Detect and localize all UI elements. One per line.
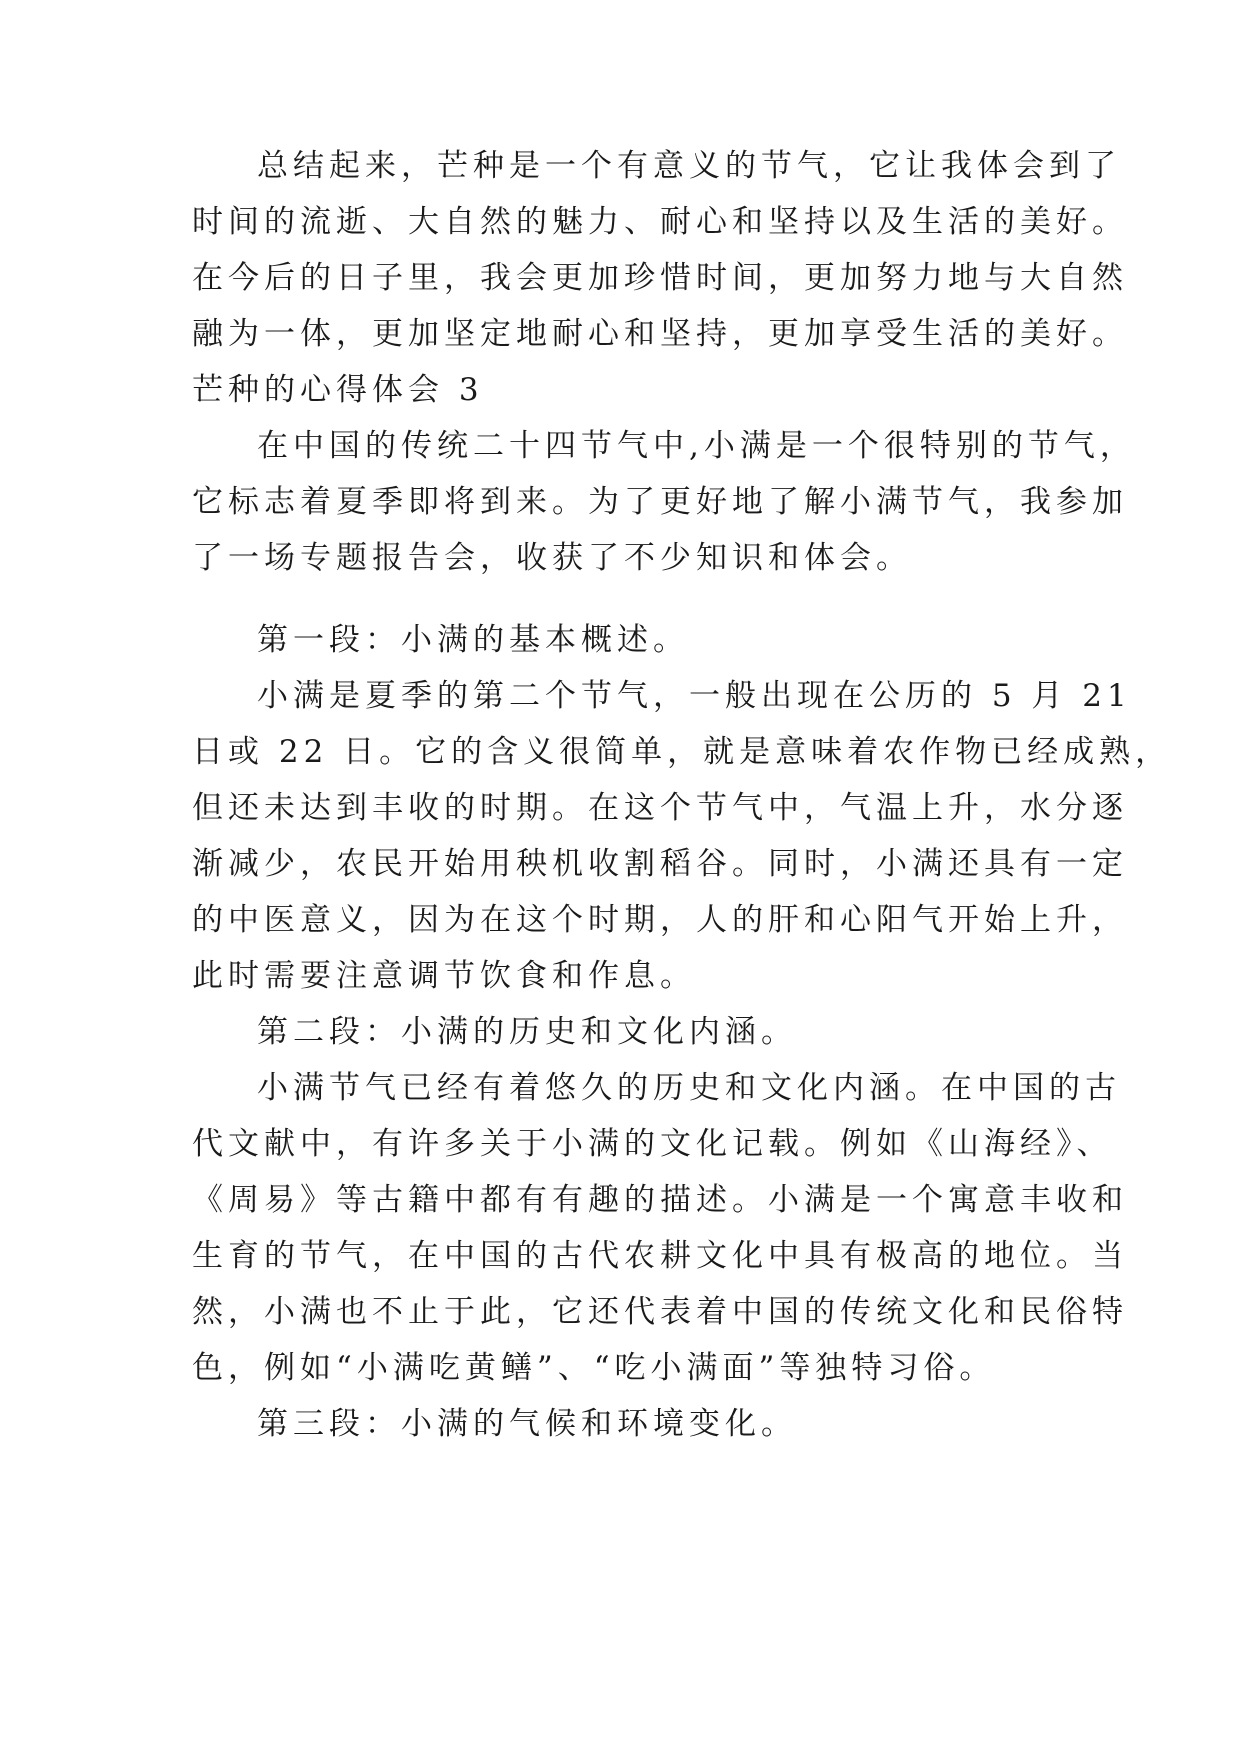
- text-line: 日或 22 日。它的含义很简单，就是意味着农作物已经成熟，: [192, 734, 1172, 770]
- text-line: 的中医意义，因为在这个时期，人的肝和心阳气开始上升，: [192, 902, 1128, 938]
- text-line: 然，小满也不止于此，它还代表着中国的传统文化和民俗特: [192, 1294, 1128, 1330]
- text-line: 色，例如“小满吃黄鳝”、“吃小满面”等独特习俗。: [192, 1350, 996, 1386]
- text-line: 时间的流逝、大自然的魅力、耐心和坚持以及生活的美好。: [192, 204, 1128, 240]
- text-line: 此时需要注意调节饮食和作息。: [192, 958, 696, 994]
- text-line: 融为一体，更加坚定地耐心和坚持，更加享受生活的美好。: [192, 316, 1128, 352]
- text-line: 但还未达到丰收的时期。在这个节气中，气温上升，水分逐: [192, 790, 1128, 826]
- paragraph-block-top: [192, 138, 1136, 586]
- text-line: 第二段：小满的历史和文化内涵。: [257, 1014, 797, 1050]
- text-line: 总结起来，芒种是一个有意义的节气，它让我体会到了: [257, 148, 1121, 184]
- text-line: 了一场专题报告会，收获了不少知识和体会。: [192, 540, 912, 576]
- text-line: 小满是夏季的第二个节气，一般出现在公历的 5 月 21: [257, 678, 1132, 714]
- text-line: 《周易》等古籍中都有有趣的描述。小满是一个寓意丰收和: [192, 1182, 1128, 1218]
- text-line: 第三段：小满的气候和环境变化。: [257, 1406, 797, 1442]
- text-line: 第一段：小满的基本概述。: [257, 622, 689, 658]
- text-line: 在中国的传统二十四节气中,小满是一个很特别的节气，: [257, 428, 1136, 464]
- text-line: 它标志着夏季即将到来。为了更好地了解小满节气，我参加: [192, 484, 1128, 520]
- text-line: 芒种的心得体会 3: [192, 372, 484, 408]
- paragraph-block-bottom: [192, 612, 1172, 1452]
- text-line: 小满节气已经有着悠久的历史和文化内涵。在中国的古: [257, 1070, 1121, 1106]
- text-line: 在今后的日子里，我会更加珍惜时间，更加努力地与大自然: [192, 260, 1128, 296]
- text-line: 生育的节气，在中国的古代农耕文化中具有极高的地位。当: [192, 1238, 1128, 1274]
- text-line: 代文献中，有许多关于小满的文化记载。例如《山海经》、: [192, 1126, 1113, 1162]
- text-line: 渐减少，农民开始用秧机收割稻谷。同时，小满还具有一定: [192, 846, 1128, 882]
